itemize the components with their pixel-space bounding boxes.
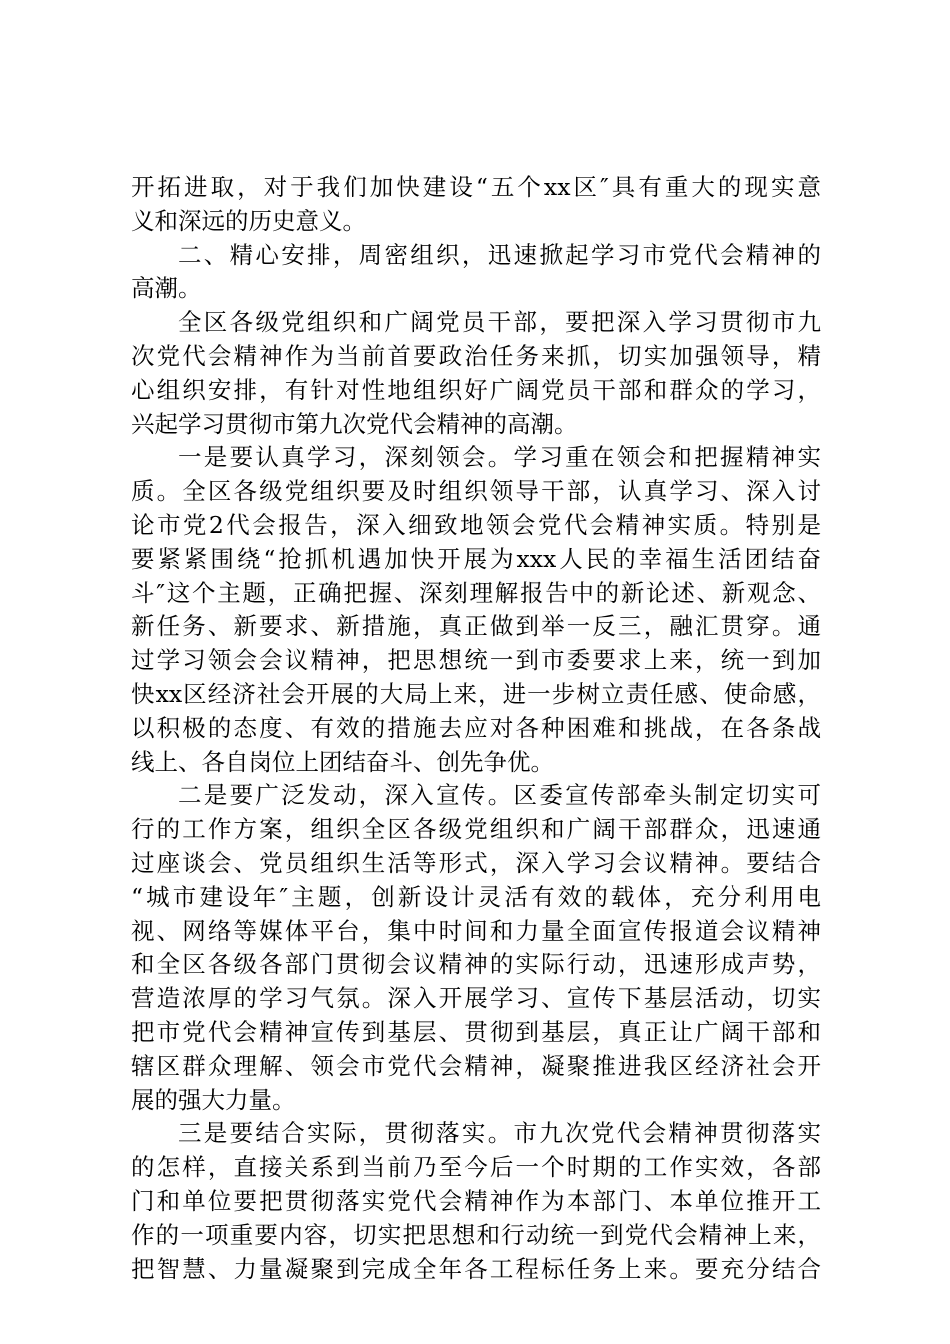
text-line: 开拓进取，对于我们加快建设“五个xx区″具有重大的现实意	[131, 173, 821, 201]
text-line: 过学习领会会议精神，把思想统一到市委要求上来，统一到加	[131, 646, 821, 675]
text-line: 和全区各级各部门贯彻会议精神的实际行动，迅速形成声势，	[131, 950, 821, 979]
text-line: 三是要结合实际，贯彻落实。市九次党代会精神贯彻落实	[178, 1119, 821, 1148]
text-line: 线上、各自岗位上团结奋斗、创先争优。	[131, 747, 554, 776]
text-line: 要紧紧围绕“抢抓机遇加快开展为xxx人民的幸福生活团结奋	[131, 544, 821, 573]
text-line: 作的一项重要内容，切实把思想和行动统一到党代会精神上来，	[131, 1220, 821, 1249]
text-line: 把智慧、力量凝聚到完成全年各工程标任务上来。要充分结合	[131, 1254, 821, 1283]
text-line: 论市党2代会报告，深入细致地领会党代会精神实质。特别是	[131, 510, 821, 539]
text-line: 快xx区经济社会开展的大局上来，进一步树立责任感、使命感，	[131, 679, 821, 708]
text-line: 兴起学习贯彻市第九次党代会精神的高潮。	[131, 409, 578, 438]
text-line: 义和深远的历史意义。	[131, 206, 366, 235]
text-line: 行的工作方案，组织全区各级党组织和广阔干部群众，迅速通	[131, 815, 821, 844]
document-body	[131, 171, 821, 1286]
text-line: “城市建设年″主题，创新设计灵活有效的载体，充分利用电	[131, 882, 821, 911]
section-heading-line: 高潮。	[131, 274, 202, 303]
text-line: 的怎样，直接关系到当前乃至今后一个时期的工作实效，各部	[131, 1153, 821, 1182]
text-line: 展的强大力量。	[131, 1085, 296, 1114]
text-line: 视、网络等媒体平台，集中时间和力量全面宣传报道会议精神	[131, 916, 821, 945]
section-heading-line: 二、精心安排，周密组织，迅速掀起学习市党代会精神的	[178, 240, 821, 269]
text-line: 二是要广泛发动，深入宣传。区委宣传部牵头制定切实可	[178, 781, 821, 810]
text-line: 辖区群众理解、领会市党代会精神，凝聚推进我区经济社会开	[131, 1051, 821, 1080]
text-line: 过座谈会、党员组织生活等形式，深入学习会议精神。要结合	[131, 848, 821, 877]
text-line: 一是要认真学习，深刻领会。学习重在领会和把握精神实	[178, 443, 821, 472]
text-line: 心组织安排，有针对性地组织好广阔党员干部和群众的学习，	[131, 375, 821, 404]
text-line: 新任务、新要求、新措施，真正做到举一反三，融汇贯穿。通	[131, 612, 821, 641]
text-line: 全区各级党组织和广阔党员干部，要把深入学习贯彻市九	[178, 308, 821, 337]
text-line: 把市党代会精神宣传到基层、贯彻到基层，真正让广阔干部和	[131, 1017, 821, 1046]
text-line: 质。全区各级党组织要及时组织领导干部，认真学习、深入讨	[131, 477, 821, 506]
text-line: 斗″这个主题，正确把握、深刻理解报告中的新论述、新观念、	[131, 578, 821, 607]
text-line: 门和单位要把贯彻落实党代会精神作为本部门、本单位推开工	[131, 1186, 821, 1215]
text-line: 以积极的态度、有效的措施去应对各种困难和挑战，在各条战	[131, 713, 821, 742]
text-line: 次党代会精神作为当前首要政治任务来抓，切实加强领导，精	[131, 341, 821, 370]
text-line: 营造浓厚的学习气氛。深入开展学习、宣传下基层活动，切实	[131, 984, 821, 1013]
